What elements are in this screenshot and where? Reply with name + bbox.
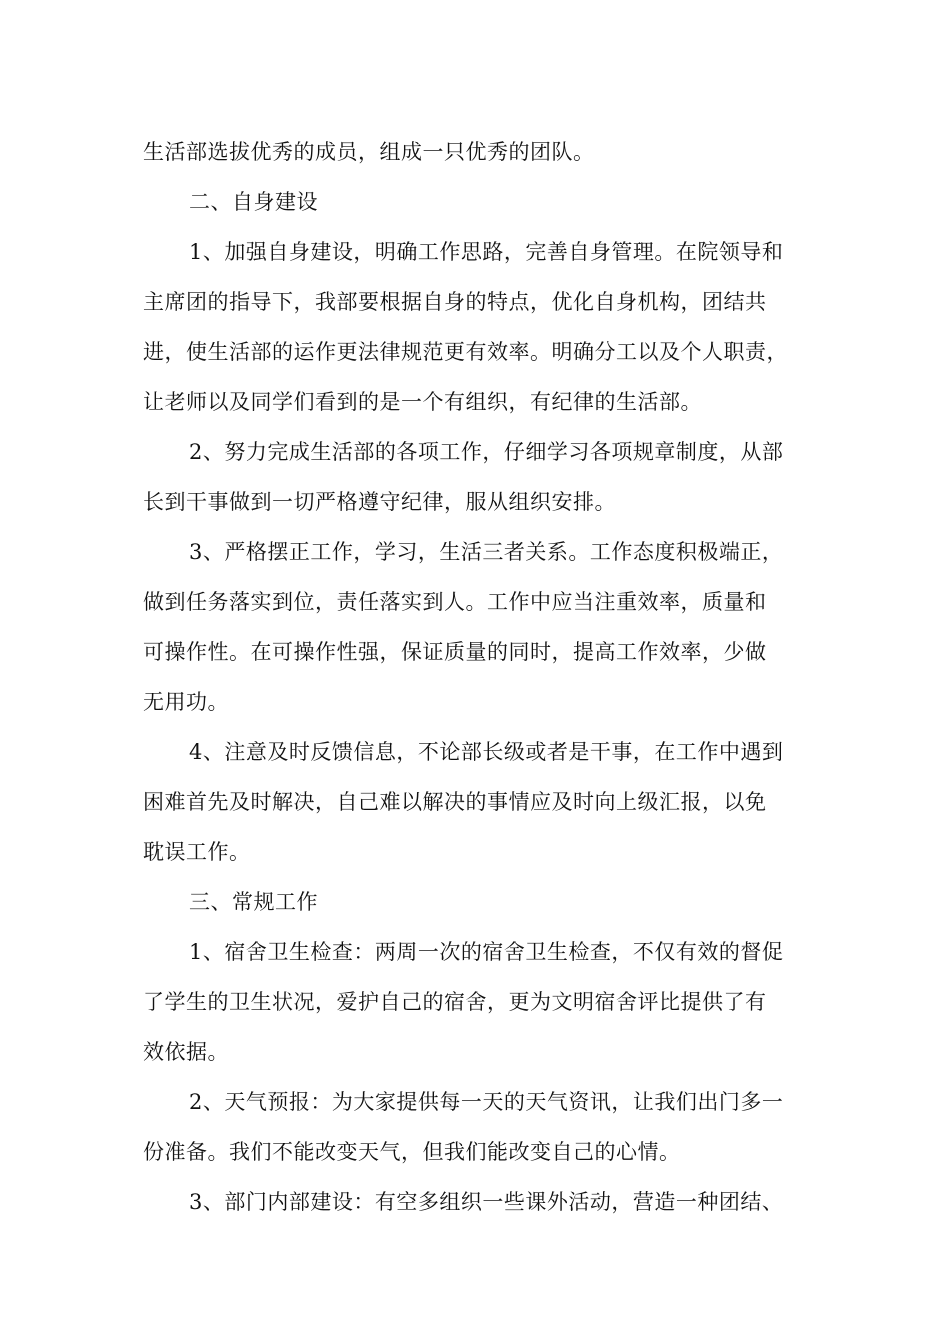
paragraph — [143, 427, 815, 527]
text-line: 生活部选拔优秀的成员，组成一只优秀的团队。 — [143, 140, 595, 164]
text-line: 无用功。 — [143, 690, 229, 714]
text-line: 耽误工作。 — [143, 840, 251, 864]
text-line: 1、加强自身建设，明确工作思路，完善自身管理。在院领导和 — [189, 240, 784, 264]
text-line: 二、自身建设 — [189, 190, 318, 214]
text-line: 份准备。我们不能改变天气，但我们能改变自己的心情。 — [143, 1140, 681, 1164]
paragraph — [143, 927, 815, 1077]
paragraph — [143, 877, 815, 927]
document-body — [143, 127, 815, 1227]
text-line: 做到任务落实到位，责任落实到人。工作中应当注重效率，质量和 — [143, 590, 767, 614]
text-line: 主席团的指导下，我部要根据自身的特点，优化自身机构，团结共 — [143, 290, 767, 314]
text-line: 效依据。 — [143, 1040, 229, 1064]
text-line: 可操作性。在可操作性强，保证质量的同时，提高工作效率，少做 — [143, 640, 767, 664]
paragraph — [143, 1077, 815, 1177]
text-line: 4、注意及时反馈信息，不论部长级或者是干事，在工作中遇到 — [189, 740, 784, 764]
text-line: 三、常规工作 — [189, 890, 318, 914]
text-line: 2、天气预报：为大家提供每一天的天气资讯，让我们出门多一 — [189, 1090, 784, 1114]
paragraph — [143, 727, 815, 877]
text-line: 长到干事做到一切严格遵守纪律，服从组织安排。 — [143, 490, 616, 514]
text-line: 进，使生活部的运作更法律规范更有效率。明确分工以及个人职责， — [143, 340, 788, 364]
paragraph — [143, 1177, 815, 1227]
text-line: 困难首先及时解决，自己难以解决的事情应及时向上级汇报，以免 — [143, 790, 767, 814]
text-line: 1、宿舍卫生检查：两周一次的宿舍卫生检查，不仅有效的督促 — [189, 940, 784, 964]
text-line: 了学生的卫生状况，爱护自己的宿舍，更为文明宿舍评比提供了有 — [143, 990, 767, 1014]
text-line: 2、努力完成生活部的各项工作，仔细学习各项规章制度，从部 — [189, 440, 784, 464]
paragraph — [143, 177, 815, 227]
paragraph — [143, 127, 815, 177]
paragraph — [143, 227, 815, 427]
paragraph — [143, 527, 815, 727]
text-line: 3、严格摆正工作，学习，生活三者关系。工作态度积极端正， — [189, 540, 784, 564]
text-line: 3、部门内部建设：有空多组织一些课外活动，营造一种团结、 — [189, 1190, 784, 1214]
text-line: 让老师以及同学们看到的是一个有组织，有纪律的生活部。 — [143, 390, 702, 414]
